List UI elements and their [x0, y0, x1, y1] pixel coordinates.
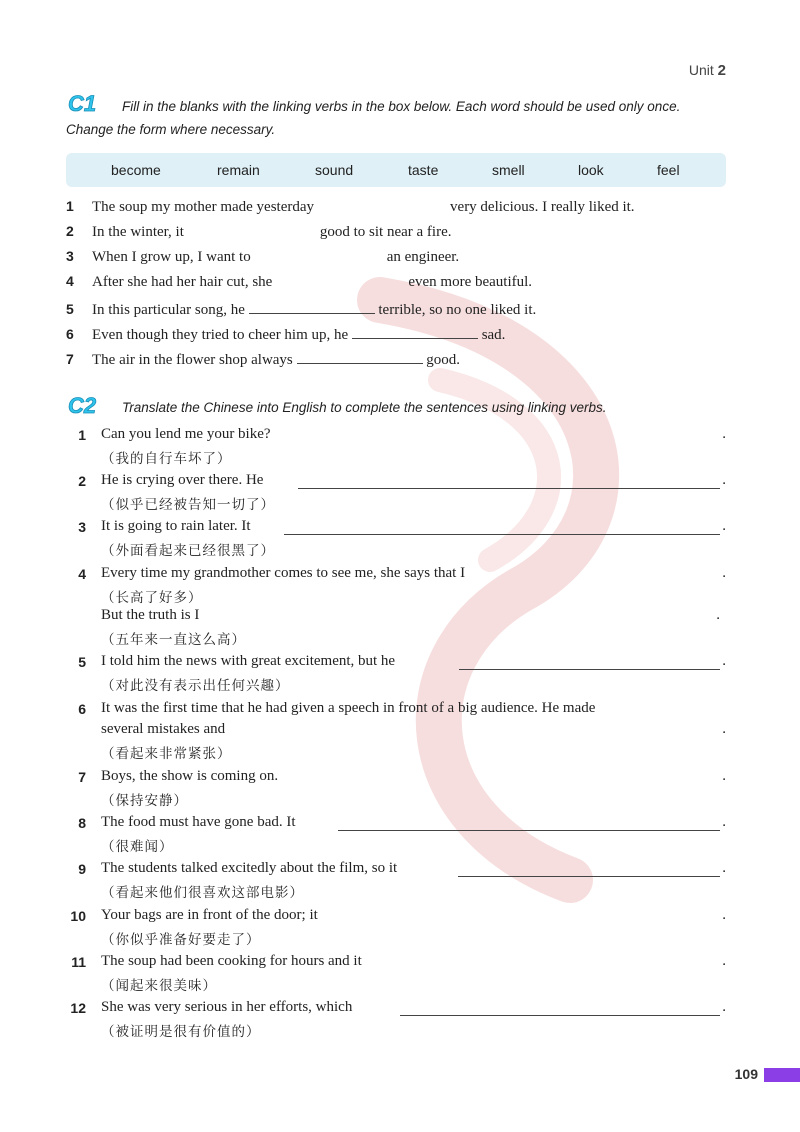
item-text: Every time my grandmother comes to see me, she says that I	[101, 565, 466, 581]
word-look: look	[578, 162, 604, 178]
chinese-hint: （看起来非常紧张）	[101, 746, 232, 762]
chinese-hint-second: （五年来一直这么高）	[101, 632, 246, 648]
item-text: It was the first time that he had given a speech in front of a big audience. He made	[101, 700, 596, 716]
item-number: 2	[66, 223, 74, 239]
answer-blank[interactable]	[297, 349, 423, 364]
item-text-before: The soup my mother made yesterday	[92, 199, 315, 215]
item-text-second: But the truth is I	[101, 607, 200, 623]
answer-blank[interactable]	[352, 324, 478, 339]
item-text-after: an engineer.	[386, 249, 460, 265]
word-feel: feel	[657, 162, 680, 178]
word-taste: taste	[408, 162, 439, 178]
word-remain: remain	[217, 162, 260, 178]
page-accent-bar	[764, 1068, 800, 1082]
item-number: 1	[66, 198, 74, 214]
answer-blank[interactable]	[249, 299, 375, 314]
item-text: The soup had been cooking for hours and it	[101, 953, 362, 969]
c1-item	[66, 248, 459, 266]
period: .	[722, 999, 726, 1015]
c2-item	[66, 860, 726, 904]
answer-line[interactable]	[458, 876, 720, 877]
item-number: 4	[66, 273, 74, 289]
c2-item	[66, 768, 726, 812]
chinese-hint: （被证明是很有价值的）	[101, 1024, 261, 1040]
period: .	[722, 953, 726, 969]
item-text-after: good.	[426, 352, 461, 368]
c2-item	[66, 814, 726, 858]
item-text-after: very delicious. I really liked it.	[450, 199, 635, 215]
c2-item	[66, 700, 726, 764]
period: .	[722, 814, 726, 830]
item-text-after: good to sit near a fire.	[319, 224, 452, 240]
chinese-hint: （对此没有表示出任何兴趣）	[101, 678, 290, 694]
word-smell: smell	[492, 162, 525, 178]
item-number: 5	[66, 301, 74, 317]
item-text: The students talked excitedly about the film, so it	[101, 860, 398, 876]
item-text-before: The air in the flower shop always	[92, 352, 293, 368]
item-text: The food must have gone bad. It	[101, 814, 296, 830]
c2-badge	[66, 394, 106, 416]
unit-label: Unit	[688, 62, 714, 78]
item-text: He is crying over there. He	[101, 472, 264, 488]
item-number: 5	[78, 654, 86, 670]
item-number: 8	[78, 815, 86, 831]
c2-item	[66, 472, 726, 516]
item-text: Boys, the show is coming on.	[101, 768, 279, 784]
item-text-before: Even though they tried to cheer him up, he	[92, 327, 349, 343]
chinese-hint: （似乎已经被告知一切了）	[101, 497, 275, 513]
item-number: 12	[70, 1000, 86, 1016]
item-text-after: terrible, so no one liked it.	[378, 302, 537, 318]
item-text-before: After she had her hair cut, she	[92, 274, 273, 290]
word-become: become	[111, 162, 161, 178]
chinese-hint: （闻起来很美味）	[101, 978, 217, 994]
period: .	[722, 907, 726, 923]
c2-instruction: Translate the Chinese into English to complete the sentences using linking verbs.	[122, 400, 607, 415]
chinese-hint: （我的自行车坏了）	[101, 451, 232, 467]
c1-item	[66, 349, 460, 369]
item-text-before: In the winter, it	[92, 224, 184, 240]
answer-line[interactable]	[298, 488, 720, 489]
unit-number: 2	[717, 62, 726, 79]
c1-item	[66, 273, 532, 291]
item-number: 6	[66, 326, 74, 342]
item-text-before: In this particular song, he	[92, 302, 245, 318]
item-number: 11	[71, 954, 86, 970]
c2-item	[66, 426, 726, 470]
c1-instruction-line1: Fill in the blanks with the linking verbs in the box below. Each word should be used only once.	[122, 99, 681, 114]
period: .	[722, 768, 726, 784]
item-text-before: When I grow up, I want to	[92, 249, 251, 265]
item-text: It is going to rain later. It	[101, 518, 251, 534]
c2-item	[66, 653, 726, 697]
page-number: 109	[734, 1066, 758, 1082]
item-number: 10	[70, 908, 86, 924]
c1-badge-text: C1	[68, 92, 97, 114]
period: .	[722, 860, 726, 876]
word-sound: sound	[315, 162, 354, 178]
c1-item	[66, 324, 505, 344]
unit-header	[689, 62, 726, 79]
item-number: 4	[78, 566, 86, 582]
item-text: I told him the news with great excitement, but he	[101, 653, 396, 669]
item-number: 9	[78, 861, 86, 877]
period: .	[722, 565, 726, 581]
c2-badge-text: C2	[68, 394, 97, 416]
item-text: Your bags are in front of the door; it	[101, 907, 318, 923]
c1-badge	[66, 92, 106, 114]
chinese-hint: （保持安静）	[101, 793, 188, 809]
answer-line[interactable]	[400, 1015, 720, 1016]
period: .	[716, 607, 720, 623]
c1-item	[66, 198, 635, 216]
item-number: 7	[78, 769, 86, 785]
period: .	[722, 426, 726, 442]
period: .	[722, 472, 726, 488]
period: .	[722, 518, 726, 534]
answer-line[interactable]	[284, 534, 720, 535]
answer-line[interactable]	[459, 669, 720, 670]
c1-item	[66, 299, 536, 319]
item-text: Can you lend me your bike?	[101, 426, 271, 442]
c2-item	[66, 907, 726, 951]
item-number: 1	[78, 427, 86, 443]
c2-item	[66, 999, 726, 1043]
answer-line[interactable]	[338, 830, 720, 831]
item-text-after: even more beautiful.	[408, 274, 533, 290]
c1-instruction-line2: Change the form where necessary.	[66, 122, 276, 137]
chinese-hint: （你似乎准备好要走了）	[101, 932, 261, 948]
c2-item	[66, 953, 726, 997]
item-number: 2	[78, 473, 86, 489]
item-number: 7	[66, 351, 74, 367]
c2-item	[66, 565, 726, 649]
chinese-hint: （外面看起来已经很黑了）	[101, 543, 275, 559]
item-text: She was very serious in her efforts, which	[101, 999, 353, 1015]
chinese-hint: （长高了好多）	[101, 590, 203, 606]
c2-item	[66, 518, 726, 562]
c1-item	[66, 223, 452, 241]
word-box	[66, 153, 726, 187]
item-text-after: sad.	[481, 327, 506, 343]
period: .	[722, 721, 726, 737]
item-number: 3	[66, 248, 74, 264]
chinese-hint: （很难闻）	[101, 839, 174, 855]
item-text-cont: several mistakes and	[101, 721, 226, 737]
item-number: 3	[78, 519, 86, 535]
chinese-hint: （看起来他们很喜欢这部电影）	[101, 885, 304, 901]
period: .	[722, 653, 726, 669]
item-number: 6	[78, 701, 86, 717]
